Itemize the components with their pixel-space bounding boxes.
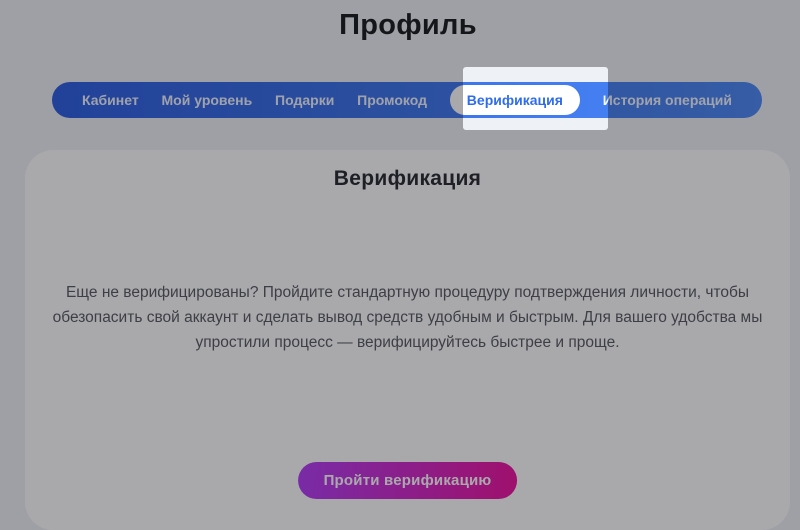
verification-card xyxy=(25,150,790,530)
tab-verification[interactable]: Верификация xyxy=(450,85,580,115)
verification-description-line: упростили процесс — верифицируйтесь быстрее и проще. xyxy=(195,334,620,351)
tab-gifts[interactable]: Подарки xyxy=(275,92,335,108)
page-title: Профиль xyxy=(339,9,477,41)
card-heading: Верификация xyxy=(333,167,482,190)
start-verification-button[interactable]: Пройти верификацию xyxy=(298,462,518,499)
tab-promocode[interactable]: Промокод xyxy=(357,92,427,108)
tab-operations-history[interactable]: История операций xyxy=(602,92,732,108)
profile-tab-bar xyxy=(52,82,762,118)
tab-my-level[interactable]: Мой уровень xyxy=(161,92,253,108)
verification-description-line: обезопасить свой аккаунт и сделать вывод средств удобным и быстрым. Для вашего удобства мы xyxy=(52,309,763,326)
tab-cabinet[interactable]: Кабинет xyxy=(82,92,139,108)
verification-description-line: Еще не верифицированы? Пройдите стандартную процедуру подтверждения личности, чтобы xyxy=(65,284,750,301)
verification-description xyxy=(43,280,773,355)
